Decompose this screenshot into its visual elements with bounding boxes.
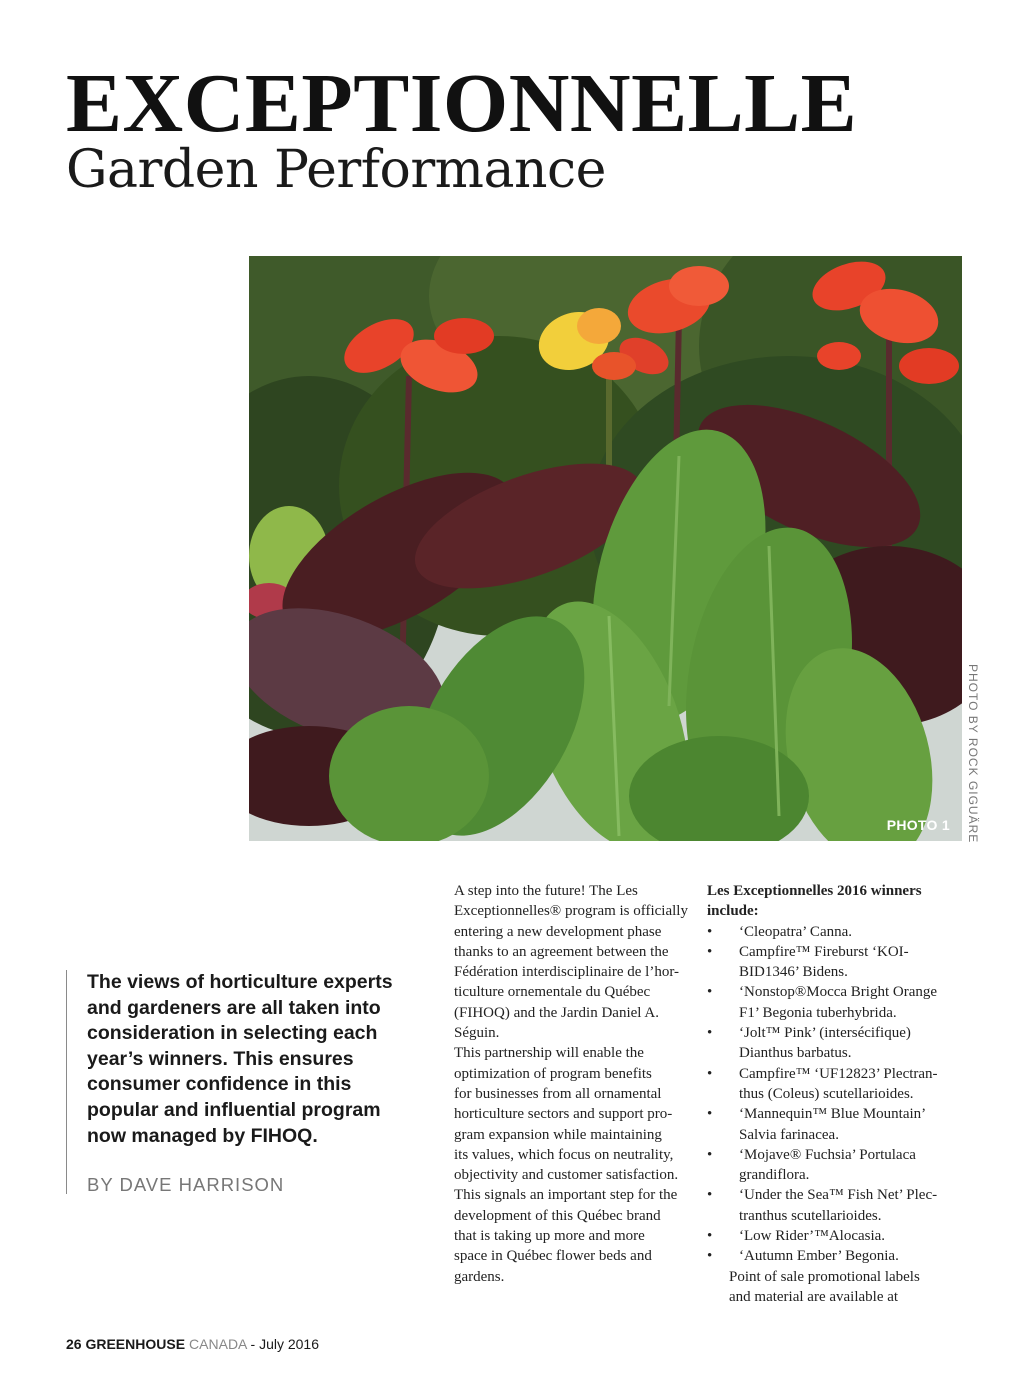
list-item	[707, 1185, 969, 1226]
text-line: optimization of program benefits	[454, 1065, 652, 1082]
text-line: A step into the future! The Les	[454, 883, 638, 899]
list-item	[707, 1064, 969, 1105]
text-line: space in Québec flower beds and	[454, 1248, 652, 1265]
text-line: and material are available at	[729, 1288, 899, 1305]
text-line: • Campfire™ ‘UF12823’ Plectran-	[739, 1065, 938, 1082]
pull-quote: The views of horticulture experts and gardeners are all taken into consideration in selecting each year’s winners. This ensures consumer confidence in this popular and influential program now managed by FIHOQ.	[87, 971, 393, 1147]
text-line: This partnership will enable the	[454, 1045, 644, 1062]
text-line: its values, which focus on neutrality,	[454, 1146, 674, 1163]
winners-heading	[707, 881, 969, 922]
text-line: • ‘Cleopatra’ Canna.	[739, 923, 853, 940]
text-line: for businesses from all ornamental	[454, 1085, 662, 1102]
text-line: F1’ Begonia tuberhybrida.	[739, 1004, 897, 1021]
text-line: grandiflora.	[739, 1167, 810, 1184]
body-column-2	[707, 881, 969, 1307]
list-item	[707, 922, 969, 942]
text-line: • ‘Low Rider’™Alocasia.	[739, 1228, 886, 1245]
text-line: Dianthus barbatus.	[739, 1045, 852, 1062]
text-line: Point of sale promotional labels	[729, 1268, 920, 1285]
text-line: entering a new development phase	[454, 923, 662, 940]
text-line: • ‘Under the Sea™ Fish Net’ Plec-	[739, 1187, 938, 1204]
text-line: Salvia farinacea.	[739, 1126, 839, 1143]
page-footer	[66, 1336, 319, 1352]
text-line: tranthus scutellarioides.	[739, 1207, 882, 1224]
byline: BY DAVE HARRISON	[87, 1174, 285, 1195]
list-item	[707, 1023, 969, 1064]
canna-photo	[249, 256, 962, 841]
text-line: gardens.	[454, 1268, 505, 1285]
list-item	[707, 1145, 969, 1186]
photo-label: PHOTO 1	[886, 817, 950, 833]
text-line: objectivity and customer satisfaction.	[454, 1167, 679, 1184]
publication-name-suffix: CANADA	[189, 1336, 247, 1352]
paragraph-partnership	[432, 1043, 690, 1287]
article-subtitle: Garden Performance	[66, 140, 606, 200]
text-line: Fédération interdisciplinaire de l’hor-	[454, 964, 680, 981]
text-line: • ‘Jolt™ Pink’ (intersécifique)	[739, 1025, 911, 1042]
article-title: EXCEPTIONNELLE	[66, 57, 858, 150]
list-item	[707, 942, 969, 983]
text-line: • ‘Autumn Ember’ Begonia.	[739, 1248, 899, 1265]
list-item	[707, 1246, 969, 1266]
text-line: gram expansion while maintaining	[454, 1126, 662, 1143]
paragraph-closing	[707, 1267, 969, 1308]
winners-list	[707, 922, 969, 1267]
text-line: horticulture sectors and support pro-	[454, 1106, 673, 1123]
photo-credit: PHOTO BY ROCK GIGUÄRE	[966, 664, 980, 844]
text-line: (FIHOQ) and the Jardin Daniel A.	[454, 1004, 659, 1021]
text-line: thanks to an agreement between the	[454, 943, 669, 960]
page-number: 26	[66, 1336, 82, 1352]
publication-name: GREENHOUSE	[85, 1336, 186, 1352]
text-line: Les Exceptionnelles 2016 winners	[707, 883, 922, 899]
pull-quote-block	[66, 970, 406, 1194]
text-line: • Campfire™ Fireburst ‘KOI-	[739, 943, 909, 960]
text-line: Séguin.	[454, 1025, 500, 1042]
canna-photo-illustration	[249, 256, 962, 841]
text-line: Exceptionnelles® program is officially	[454, 903, 688, 920]
text-line: thus (Coleus) scutellarioides.	[739, 1085, 914, 1102]
body-column-1	[432, 881, 690, 1287]
text-line: BID1346’ Bidens.	[739, 964, 848, 981]
text-line: development of this Québec brand	[454, 1207, 661, 1224]
paragraph-intro	[432, 881, 690, 1043]
list-item	[707, 1104, 969, 1145]
text-line: include:	[707, 903, 759, 920]
text-line: ticulture ornementale du Québec	[454, 984, 651, 1001]
list-item	[707, 982, 969, 1023]
issue-date: - July 2016	[250, 1336, 319, 1352]
text-line: • ‘Mojave® Fuchsia’ Portulaca	[739, 1146, 916, 1163]
text-line: This signals an important step for the	[454, 1187, 678, 1204]
list-item	[707, 1226, 969, 1246]
text-line: that is taking up more and more	[454, 1228, 645, 1245]
text-line: • ‘Mannequin™ Blue Mountain’	[739, 1106, 927, 1123]
text-line: • ‘Nonstop®Mocca Bright Orange	[739, 984, 938, 1001]
